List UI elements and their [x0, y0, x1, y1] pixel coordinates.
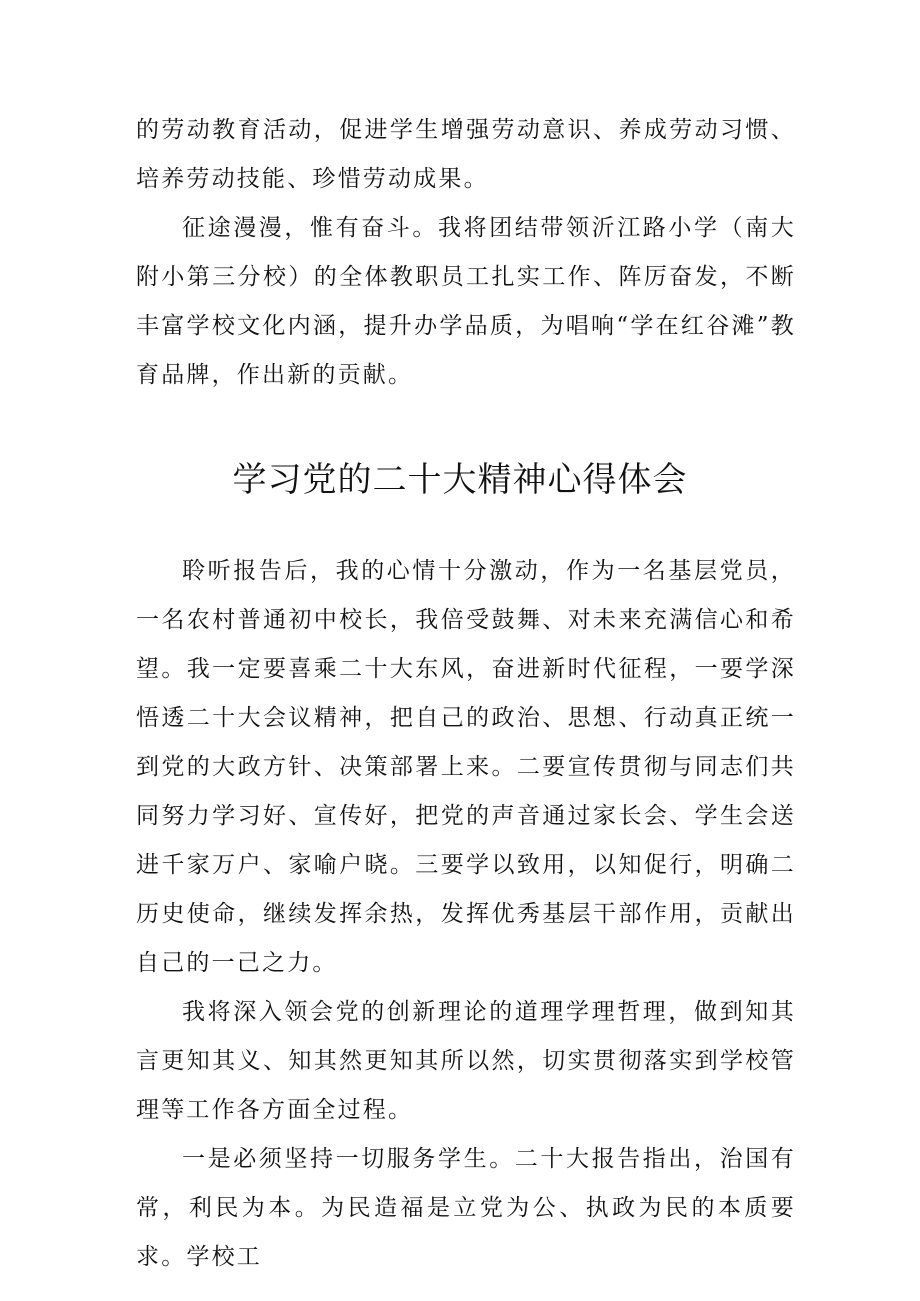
paragraph: 征途漫漫，惟有奋斗。我将团结带领沂江路小学（南大附小第三分校）的全体教职员工扎实工作、阵厉奋发，不断丰富学校文化内涵，提升办学品质，为唱响“学在红谷滩”教育品牌，作出新的贡献。: [136, 215, 796, 388]
paragraph: 一是必须坚持一切服务学生。二十大报告指出，治国有常，利民为本。为民造福是立党为公、执政为民的本质要求。学校工: [136, 1146, 796, 1270]
article-body: [136, 547, 796, 1282]
paragraph-continuation: 的劳动教育活动，促进学生增强劳动意识、养成劳动习惯、培养劳动技能、珍惜劳动成果。: [136, 117, 796, 192]
paragraph: 我将深入领会党的创新理论的道理学理哲理，做到知其言更知其义、知其然更知其所以然，切实贯彻落实到学校管理等工作各方面全过程。: [136, 999, 796, 1123]
continued-section: [136, 106, 796, 400]
paragraph: 聆听报告后，我的心情十分激动，作为一名基层党员，一名农村普通初中校长，我倍受鼓舞、对未来充满信心和希望。我一定要喜乘二十大东风，奋进新时代征程，一要学深悟透二十大会议精神，把自己的政治、思想、行动真正统一到党的大政方针、决策部署上来。二要宣传贯彻与同志们共同努力学习好、宣传好，把党的声音通过家长会、学生会送进千家万户、家喻户晓。三要学以致用，以知促行，明确二历史使命，继续发挥余热，发挥优秀基层干部作用，贡献出自己的一己之力。: [136, 558, 796, 976]
article-title: 学习党的二十大精神心得体会: [232, 460, 688, 500]
